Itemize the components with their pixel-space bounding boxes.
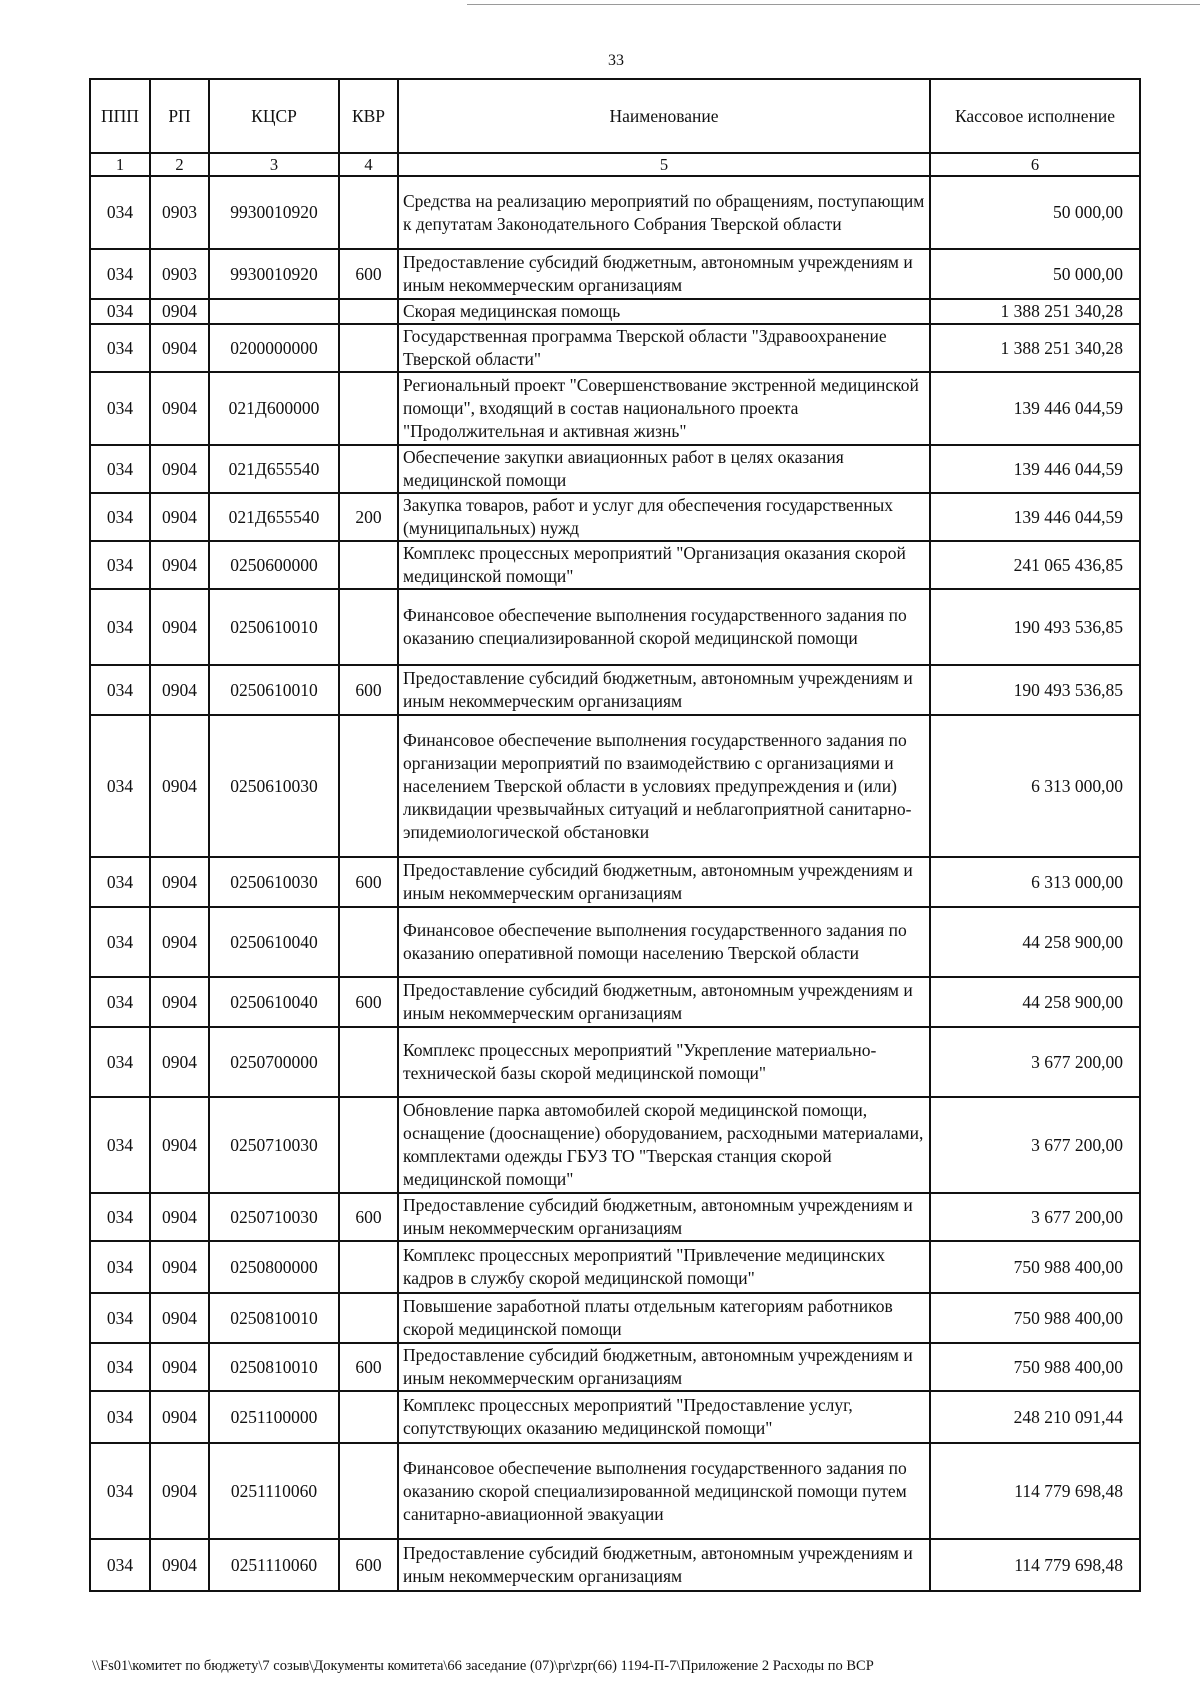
cell-kcsr: 0250810010 (209, 1293, 339, 1343)
table-row (90, 1443, 1140, 1539)
cell-rp: 0904 (150, 541, 209, 589)
cell-rp: 0903 (150, 176, 209, 249)
cell-kvr (339, 589, 398, 665)
cell-amount: 139 446 044,59 (930, 493, 1140, 541)
cell-ppp: 034 (90, 176, 150, 249)
table-row (90, 1343, 1140, 1391)
cell-ppp: 034 (90, 857, 150, 907)
cell-ppp: 034 (90, 1343, 150, 1391)
footer-file-path: \\Fs01\комитет по бюджету\7 созыв\Документы комитета\66 заседание (07)\pr\zpr(66) 1194-П-7\Приложение 2 Расходы по ВСР (92, 1658, 874, 1674)
table-row (90, 249, 1140, 299)
cell-kcsr: 0250610030 (209, 857, 339, 907)
cell-ppp: 034 (90, 541, 150, 589)
cell-kcsr: 0200000000 (209, 324, 339, 372)
cell-kcsr: 0250610030 (209, 715, 339, 857)
cell-name: Комплекс процессных мероприятий "Привлечение медицинских кадров в службу скорой медицинской помощи" (398, 1241, 930, 1293)
cell-name: Региональный проект "Совершенствование экстренной медицинской помощи", входящий в состав национального проекта "Продолжительная и активная жизнь" (398, 372, 930, 445)
cell-kvr (339, 715, 398, 857)
expenditure-table (89, 78, 1141, 1592)
cell-rp: 0904 (150, 493, 209, 541)
cell-kcsr: 0251110060 (209, 1539, 339, 1591)
cell-kvr (339, 1443, 398, 1539)
cell-rp: 0904 (150, 1241, 209, 1293)
header-ppp: ППП (90, 79, 150, 153)
table-row (90, 372, 1140, 445)
cell-rp: 0904 (150, 445, 209, 493)
cell-ppp: 034 (90, 299, 150, 324)
cell-rp: 0904 (150, 907, 209, 977)
table-row (90, 1097, 1140, 1193)
cell-amount: 139 446 044,59 (930, 445, 1140, 493)
cell-rp: 0904 (150, 299, 209, 324)
cell-amount: 44 258 900,00 (930, 977, 1140, 1027)
cell-kvr (339, 324, 398, 372)
cell-name: Обновление парка автомобилей скорой медицинской помощи, оснащение (дооснащение) оборудованием, расходными материалами, комплектами одежды ГБУЗ ТО "Тверская станция скорой медицинской помощи" (398, 1097, 930, 1193)
cell-ppp: 034 (90, 445, 150, 493)
cell-kcsr: 9930010920 (209, 176, 339, 249)
cell-kvr (339, 1027, 398, 1097)
cell-rp: 0904 (150, 1343, 209, 1391)
cell-name: Обеспечение закупки авиационных работ в целях оказания медицинской помощи (398, 445, 930, 493)
table-row (90, 1391, 1140, 1443)
cell-kvr (339, 372, 398, 445)
table-row (90, 977, 1140, 1027)
cell-ppp: 034 (90, 977, 150, 1027)
cell-rp: 0903 (150, 249, 209, 299)
cell-ppp: 034 (90, 1027, 150, 1097)
column-number: 4 (339, 153, 398, 176)
cell-ppp: 034 (90, 249, 150, 299)
table-row (90, 176, 1140, 249)
column-number: 5 (398, 153, 930, 176)
cell-amount: 190 493 536,85 (930, 589, 1140, 665)
table-row (90, 715, 1140, 857)
cell-amount: 3 677 200,00 (930, 1193, 1140, 1241)
cell-name: Финансовое обеспечение выполнения государственного задания по оказанию оперативной помощи населению Тверской области (398, 907, 930, 977)
cell-kcsr: 0250800000 (209, 1241, 339, 1293)
table-row (90, 907, 1140, 977)
cell-rp: 0904 (150, 1027, 209, 1097)
cell-name: Предоставление субсидий бюджетным, автономным учреждениям и иным некоммерческим организациям (398, 857, 930, 907)
cell-name: Финансовое обеспечение выполнения государственного задания по оказанию специализированной скорой медицинской помощи (398, 589, 930, 665)
cell-kvr: 600 (339, 977, 398, 1027)
cell-amount: 190 493 536,85 (930, 665, 1140, 715)
cell-amount: 50 000,00 (930, 249, 1140, 299)
cell-kvr: 600 (339, 665, 398, 715)
cell-kvr (339, 299, 398, 324)
table-row (90, 493, 1140, 541)
cell-amount: 1 388 251 340,28 (930, 299, 1140, 324)
cell-name: Финансовое обеспечение выполнения государственного задания по организации мероприятий по взаимодействию с организациями и населением Тверской области в условиях предупреждения и (или) ликвидации чрезвычайных ситуаций и неблагоприятной санитарно-эпидемиологической обстановки (398, 715, 930, 857)
cell-kcsr: 0250710030 (209, 1097, 339, 1193)
cell-kcsr: 021Д600000 (209, 372, 339, 445)
cell-ppp: 034 (90, 1193, 150, 1241)
cell-ppp: 034 (90, 372, 150, 445)
cell-amount: 750 988 400,00 (930, 1293, 1140, 1343)
cell-name: Средства на реализацию мероприятий по обращениям, поступающим к депутатам Законодательного Собрания Тверской области (398, 176, 930, 249)
column-number: 1 (90, 153, 150, 176)
cell-ppp: 034 (90, 907, 150, 977)
cell-kvr (339, 541, 398, 589)
cell-amount: 50 000,00 (930, 176, 1140, 249)
cell-name: Предоставление субсидий бюджетным, автономным учреждениям и иным некоммерческим организациям (398, 249, 930, 299)
cell-amount: 248 210 091,44 (930, 1391, 1140, 1443)
cell-rp: 0904 (150, 1293, 209, 1343)
cell-name: Финансовое обеспечение выполнения государственного задания по оказанию скорой специализированной медицинской помощи путем санитарно-авиационной эвакуации (398, 1443, 930, 1539)
header-row (90, 79, 1140, 153)
cell-name: Закупка товаров, работ и услуг для обеспечения государственных (муниципальных) нужд (398, 493, 930, 541)
column-number-row (90, 153, 1140, 176)
cell-kcsr: 0250610010 (209, 665, 339, 715)
cell-rp: 0904 (150, 1443, 209, 1539)
cell-name: Повышение заработной платы отдельным категориям работников скорой медицинской помощи (398, 1293, 930, 1343)
cell-kcsr: 9930010920 (209, 249, 339, 299)
cell-ppp: 034 (90, 1293, 150, 1343)
top-rule (467, 4, 1200, 5)
cell-kcsr: 0250700000 (209, 1027, 339, 1097)
cell-kcsr: 0250610040 (209, 977, 339, 1027)
cell-ppp: 034 (90, 1097, 150, 1193)
cell-ppp: 034 (90, 589, 150, 665)
cell-ppp: 034 (90, 1241, 150, 1293)
cell-kvr (339, 1391, 398, 1443)
header-rp: РП (150, 79, 209, 153)
table-row (90, 1241, 1140, 1293)
cell-name: Скорая медицинская помощь (398, 299, 930, 324)
table-row (90, 541, 1140, 589)
header-amount: Кассовое исполнение (930, 79, 1140, 153)
cell-kvr: 600 (339, 1343, 398, 1391)
cell-kcsr: 021Д655540 (209, 493, 339, 541)
cell-rp: 0904 (150, 1193, 209, 1241)
cell-rp: 0904 (150, 665, 209, 715)
cell-kcsr: 0251100000 (209, 1391, 339, 1443)
table-row (90, 1193, 1140, 1241)
cell-rp: 0904 (150, 324, 209, 372)
table-row (90, 1293, 1140, 1343)
cell-name: Предоставление субсидий бюджетным, автономным учреждениям и иным некоммерческим организациям (398, 665, 930, 715)
cell-amount: 750 988 400,00 (930, 1241, 1140, 1293)
column-number: 3 (209, 153, 339, 176)
cell-rp: 0904 (150, 857, 209, 907)
cell-ppp: 034 (90, 1443, 150, 1539)
cell-ppp: 034 (90, 324, 150, 372)
cell-kcsr: 021Д655540 (209, 445, 339, 493)
table-row (90, 857, 1140, 907)
cell-kvr: 600 (339, 857, 398, 907)
cell-amount: 1 388 251 340,28 (930, 324, 1140, 372)
cell-kvr (339, 176, 398, 249)
cell-name: Предоставление субсидий бюджетным, автономным учреждениям и иным некоммерческим организациям (398, 1193, 930, 1241)
table-row (90, 1539, 1140, 1591)
cell-amount: 6 313 000,00 (930, 715, 1140, 857)
cell-kcsr: 0250710030 (209, 1193, 339, 1241)
table-row (90, 665, 1140, 715)
cell-kcsr (209, 299, 339, 324)
cell-rp: 0904 (150, 589, 209, 665)
cell-name: Предоставление субсидий бюджетным, автономным учреждениям и иным некоммерческим организациям (398, 977, 930, 1027)
cell-name: Государственная программа Тверской области "Здравоохранение Тверской области" (398, 324, 930, 372)
header-name: Наименование (398, 79, 930, 153)
cell-kvr (339, 907, 398, 977)
cell-name: Комплекс процессных мероприятий "Организация оказания скорой медицинской помощи" (398, 541, 930, 589)
header-kcsr: КЦСР (209, 79, 339, 153)
cell-amount: 241 065 436,85 (930, 541, 1140, 589)
table-row (90, 299, 1140, 324)
cell-kcsr: 0250810010 (209, 1343, 339, 1391)
header-kvr: КВР (339, 79, 398, 153)
cell-kcsr: 0250600000 (209, 541, 339, 589)
cell-amount: 139 446 044,59 (930, 372, 1140, 445)
cell-kvr (339, 1241, 398, 1293)
cell-name: Комплекс процессных мероприятий "Укрепление материально-технической базы скорой медицинской помощи" (398, 1027, 930, 1097)
cell-ppp: 034 (90, 493, 150, 541)
cell-rp: 0904 (150, 1391, 209, 1443)
table-row (90, 589, 1140, 665)
cell-ppp: 034 (90, 665, 150, 715)
cell-kvr: 200 (339, 493, 398, 541)
cell-rp: 0904 (150, 715, 209, 857)
cell-name: Предоставление субсидий бюджетным, автономным учреждениям и иным некоммерческим организациям (398, 1343, 930, 1391)
cell-kvr (339, 1293, 398, 1343)
cell-kcsr: 0250610040 (209, 907, 339, 977)
cell-rp: 0904 (150, 1539, 209, 1591)
cell-kcsr: 0251110060 (209, 1443, 339, 1539)
column-number: 6 (930, 153, 1140, 176)
cell-ppp: 034 (90, 1539, 150, 1591)
cell-rp: 0904 (150, 372, 209, 445)
table-row (90, 1027, 1140, 1097)
cell-amount: 114 779 698,48 (930, 1443, 1140, 1539)
cell-amount: 44 258 900,00 (930, 907, 1140, 977)
column-number: 2 (150, 153, 209, 176)
cell-ppp: 034 (90, 715, 150, 857)
page-number: 33 (608, 52, 624, 69)
cell-amount: 3 677 200,00 (930, 1097, 1140, 1193)
cell-kvr: 600 (339, 1539, 398, 1591)
cell-amount: 750 988 400,00 (930, 1343, 1140, 1391)
cell-amount: 114 779 698,48 (930, 1539, 1140, 1591)
cell-kvr: 600 (339, 249, 398, 299)
cell-kvr (339, 1097, 398, 1193)
cell-ppp: 034 (90, 1391, 150, 1443)
table-row (90, 324, 1140, 372)
table-row (90, 445, 1140, 493)
cell-rp: 0904 (150, 1097, 209, 1193)
cell-name: Комплекс процессных мероприятий "Предоставление услуг, сопутствующих оказанию медицинской помощи" (398, 1391, 930, 1443)
cell-kcsr: 0250610010 (209, 589, 339, 665)
cell-rp: 0904 (150, 977, 209, 1027)
cell-kvr (339, 445, 398, 493)
cell-name: Предоставление субсидий бюджетным, автономным учреждениям и иным некоммерческим организациям (398, 1539, 930, 1591)
cell-amount: 3 677 200,00 (930, 1027, 1140, 1097)
cell-amount: 6 313 000,00 (930, 857, 1140, 907)
cell-kvr: 600 (339, 1193, 398, 1241)
